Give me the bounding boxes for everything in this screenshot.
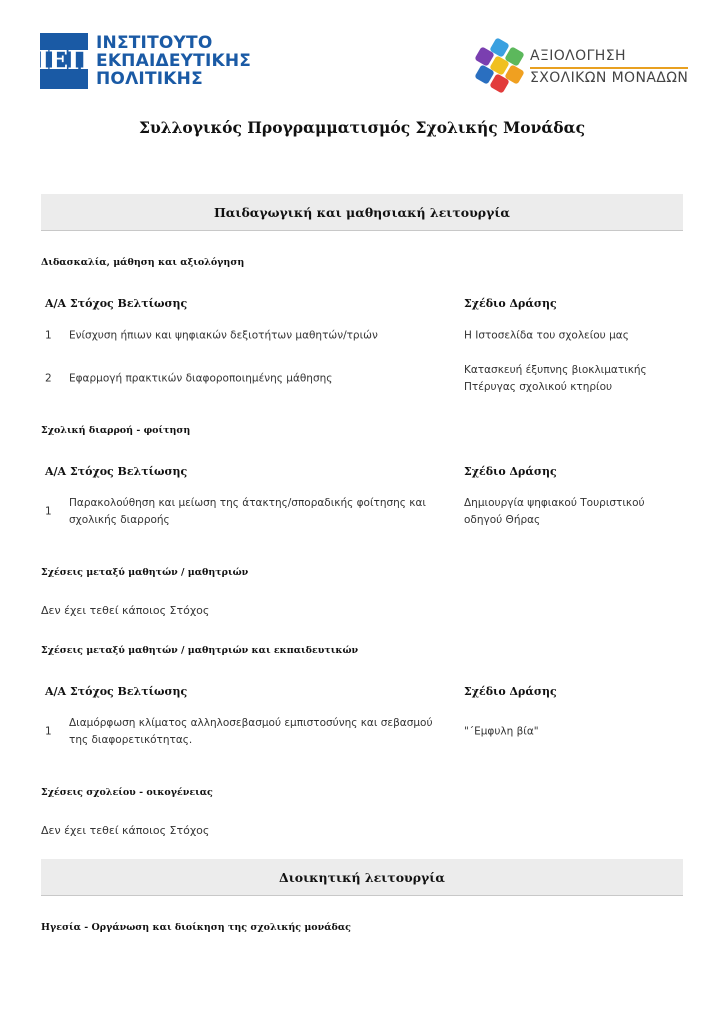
- empty-goal-note: Δεν έχει τεθεί κάποιος Στόχος: [41, 824, 210, 837]
- iep-logo-line2: ΕΚΠΑΙΔΕΥΤΙΚΗΣ: [96, 51, 252, 71]
- iep-logo-line3: ΠΟΛΙΤΙΚΗΣ: [96, 69, 203, 89]
- group-title-student-relations: Σχέσεις μεταξύ μαθητών / μαθητριών: [41, 567, 249, 578]
- row-num: 1: [45, 505, 52, 518]
- row-plan: Κατασκευή έξυπνης βιοκλιματικής Πτέρυγας σχολικού κτηρίου: [464, 364, 647, 393]
- row-goal: Διαμόρφωση κλίματος αλληλοσεβασμού εμπιστοσύνης και σεβασμού της διαφορετικότητας.: [69, 717, 433, 746]
- table-row: [45, 360, 685, 398]
- col-num-header: Α/Α: [45, 685, 67, 698]
- iep-logo-mark: ΙΕΠ: [40, 33, 88, 89]
- hexagon-cluster-icon: [476, 40, 522, 94]
- document-title: Συλλογικός Προγραμματισμός Σχολικής Μονάδας: [138, 118, 586, 137]
- col-num-header: Α/Α: [45, 465, 67, 478]
- table-row: [45, 324, 685, 348]
- section-header-pedagogical: Παιδαγωγική και μαθησιακή λειτουργία: [41, 194, 683, 231]
- empty-goal-note: Δεν έχει τεθεί κάποιος Στόχος: [41, 604, 210, 617]
- col-plan-header: Σχέδιο Δράσης: [464, 465, 557, 478]
- table-row: [45, 712, 685, 752]
- iep-logo-line1: ΙΝΣΤΙΤΟΥΤΟ: [96, 33, 213, 53]
- row-plan: Δημιουργία ψηφιακού Τουριστικού οδηγού Θήρας: [464, 497, 645, 526]
- group-title-teaching: Διδασκαλία, μάθηση και αξιολόγηση: [41, 257, 245, 268]
- group-title-school-family: Σχέσεις σχολείου - οικογένειας: [41, 787, 213, 798]
- iep-logo-text: [96, 34, 251, 88]
- row-goal: Εφαρμογή πρακτικών διαφοροποιημένης μάθησης: [69, 372, 333, 385]
- evaluation-logo-line2: ΣΧΟΛΙΚΩΝ ΜΟΝΑΔΩΝ: [530, 69, 689, 86]
- col-goal-header: Στόχος Βελτίωσης: [69, 297, 188, 310]
- col-num-header: Α/Α: [45, 297, 67, 310]
- iep-logo: [37, 30, 252, 92]
- row-num: 1: [45, 725, 52, 738]
- group-title-attendance: Σχολική διαρροή - φοίτηση: [41, 425, 191, 436]
- col-plan-header: Σχέδιο Δράσης: [464, 685, 557, 698]
- row-goal: Ενίσχυση ήπιων και ψηφιακών δεξιοτήτων μαθητών/τριών: [69, 329, 378, 342]
- row-goal: Παρακολούθηση και μείωση της άτακτης/σποραδικής φοίτησης και σχολικής διαρροής: [69, 497, 426, 526]
- col-goal-header: Στόχος Βελτίωσης: [69, 465, 188, 478]
- group-title-leadership: Ηγεσία - Οργάνωση και διοίκηση της σχολικής μονάδας: [41, 922, 351, 933]
- section-header-administrative: Διοικητική λειτουργία: [41, 859, 683, 896]
- evaluation-logo-text: [530, 47, 688, 88]
- table-row: [45, 493, 685, 531]
- row-num: 2: [45, 372, 52, 385]
- row-num: 1: [45, 329, 52, 342]
- evaluation-logo: [476, 40, 688, 94]
- col-plan-header: Σχέδιο Δράσης: [464, 297, 557, 310]
- row-plan: Η Ιστοσελίδα του σχολείου μας: [464, 329, 629, 342]
- col-goal-header: Στόχος Βελτίωσης: [69, 685, 188, 698]
- evaluation-logo-line1: ΑΞΙΟΛΟΓΗΣΗ: [530, 47, 688, 69]
- row-plan: "΄Εμφυλη βία": [464, 725, 539, 738]
- group-title-student-teacher-relations: Σχέσεις μεταξύ μαθητών / μαθητριών και εκπαιδευτικών: [41, 645, 359, 656]
